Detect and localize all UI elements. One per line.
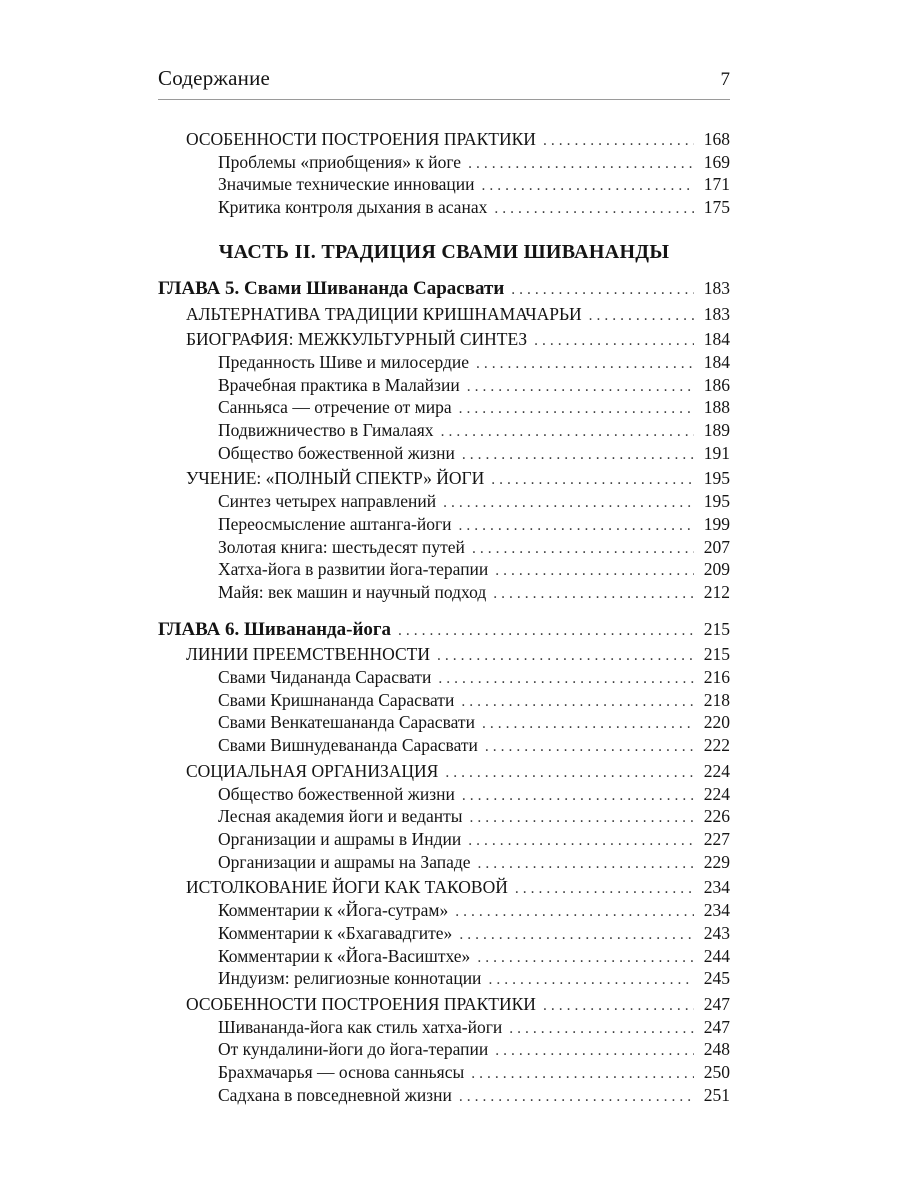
toc-entry-page: 224 (703, 760, 730, 781)
toc-entry (158, 468, 730, 491)
toc-entry-page: 220 (703, 712, 730, 733)
toc-entry-label: Комментарии к «Йога-Васиштхе» (218, 945, 471, 966)
toc-entry-label: Комментарии к «Бхагавадгите» (218, 922, 453, 943)
toc-dot-leader (485, 736, 694, 758)
toc-dot-leader (467, 376, 694, 398)
toc-entry-page: 215 (703, 618, 730, 639)
toc-entry (158, 806, 730, 829)
toc-entry-page: 189 (703, 420, 730, 441)
toc-dot-leader (491, 469, 694, 491)
toc-entry-label: Свами Вишнудевананда Сарасвати (218, 735, 478, 756)
toc-entry (158, 197, 730, 220)
toc-dot-leader (455, 901, 694, 923)
toc-entry (158, 375, 730, 398)
toc-entry-page: 224 (703, 783, 730, 804)
toc-entry-page: 229 (703, 851, 730, 872)
toc-entry-page: 245 (703, 968, 730, 989)
toc-entry-page: 212 (703, 581, 730, 602)
toc-entry-page: 168 (703, 129, 730, 149)
part-heading: ЧАСТЬ II. ТРАДИЦИЯ СВАМИ ШИВАНАНДЫ (218, 240, 670, 263)
toc-entry-label: ОСОБЕННОСТИ ПОСТРОЕНИЯ ПРАКТИКИ (186, 993, 536, 1014)
toc-entry (158, 152, 730, 175)
toc-entry (158, 644, 730, 667)
toc-entry (158, 1062, 730, 1085)
toc-entry-page: 188 (703, 397, 730, 418)
toc-dot-leader (515, 878, 694, 900)
toc-entry-page: 184 (703, 351, 730, 372)
toc-entry-page: 243 (703, 922, 730, 943)
toc-dot-leader (495, 560, 694, 582)
toc-dot-leader (459, 515, 694, 537)
toc-entry (158, 491, 730, 514)
toc-dot-leader (478, 853, 694, 875)
toc-entry-page: 244 (703, 945, 730, 966)
toc-dot-leader (495, 1040, 694, 1062)
toc-entry-label: ОСОБЕННОСТИ ПОСТРОЕНИЯ ПРАКТИКИ (186, 129, 536, 149)
toc-entry-page: 209 (703, 559, 730, 580)
running-head (158, 66, 730, 100)
toc-dot-leader (543, 995, 694, 1017)
toc-entry (158, 712, 730, 735)
toc-entry-page: 186 (703, 374, 730, 395)
toc-dot-leader (534, 330, 694, 352)
toc-entry (158, 514, 730, 537)
toc-entry-page: 222 (703, 735, 730, 756)
toc-entry (158, 852, 730, 875)
toc-entry-page: 226 (703, 806, 730, 827)
toc-entry (158, 352, 730, 375)
toc-entry (158, 900, 730, 923)
toc-entry-label: Организации и ашрамы на Западе (218, 851, 471, 872)
toc-dot-leader (468, 830, 694, 852)
toc-dot-leader (459, 924, 694, 946)
toc-entry-page: 218 (703, 689, 730, 710)
toc-entry-label: Свами Венкатешананда Сарасвати (218, 712, 475, 733)
toc-dot-leader (461, 691, 694, 713)
toc-dot-leader (476, 353, 694, 375)
toc-entry-label: Критика контроля дыхания в асанах (218, 197, 488, 218)
toc-entry-label: Брахмачарья — основа санньясы (218, 1062, 465, 1083)
toc-dot-leader (459, 1086, 694, 1108)
toc-entry-label: Свами Кришнананда Сарасвати (218, 689, 455, 710)
toc-entry-page: 199 (703, 513, 730, 534)
toc-entry (158, 559, 730, 582)
toc-dot-leader (437, 645, 694, 667)
toc-entry-label: Золотая книга: шестьдесят путей (218, 536, 465, 557)
toc-entry-label: Свами Чидананда Сарасвати (218, 667, 432, 688)
toc-entry (158, 329, 730, 352)
toc-entry-label: ИСТОЛКОВАНИЕ ЙОГИ КАК ТАКОВОЙ (186, 877, 508, 898)
toc-entry-label: Организации и ашрамы в Индии (218, 828, 462, 849)
toc-entry-page: 251 (703, 1084, 730, 1105)
toc-dot-leader (398, 620, 694, 642)
toc-entry-label: Садхана в повседневной жизни (218, 1084, 452, 1105)
toc-entry-page: 183 (703, 303, 730, 324)
toc-entry (158, 667, 730, 690)
toc-dot-leader (443, 492, 694, 514)
toc-dot-leader (482, 175, 694, 197)
toc-dot-leader (459, 398, 694, 420)
toc-entry (158, 735, 730, 758)
toc-dot-leader (462, 785, 694, 807)
toc-entry (158, 761, 730, 784)
toc-entry-label: От кундалини-йоги до йога-терапии (218, 1039, 489, 1060)
toc-dot-leader (493, 583, 694, 605)
toc-entry-label: Майя: век машин и научный подход (218, 581, 487, 602)
toc-entry-page: 171 (703, 174, 730, 195)
toc-dot-leader (511, 279, 694, 301)
toc-entry (158, 582, 730, 605)
toc-entry-label: Комментарии к «Йога-сутрам» (218, 900, 449, 921)
toc-entry-label: Хатха-йога в развитии йога-терапии (218, 559, 489, 580)
toc-entry-label: Общество божественной жизни (218, 442, 455, 463)
toc-dot-leader (468, 153, 694, 175)
toc-entry (158, 420, 730, 443)
toc-entry (158, 129, 730, 152)
toc-entry (158, 397, 730, 420)
toc-entry (158, 1039, 730, 1062)
toc-entry-label: Лесная академия йоги и веданты (218, 806, 463, 827)
toc-entry-label: Значимые технические инновации (218, 174, 475, 195)
toc-entry-page: 191 (703, 442, 730, 463)
toc-dot-leader (494, 198, 694, 220)
toc-dot-leader (471, 1063, 694, 1085)
toc-entry-label: УЧЕНИЕ: «ПОЛНЫЙ СПЕКТР» ЙОГИ (186, 468, 485, 489)
toc-entry-label: ГЛАВА 5. Свами Шивананда Сарасвати (158, 277, 505, 299)
toc-entry (158, 877, 730, 900)
toc-entry (158, 174, 730, 197)
toc-entry-label: Шивананда-йога как стиль хатха-йоги (218, 1016, 503, 1037)
toc-entry-page: 207 (703, 536, 730, 557)
toc-entry-label: Переосмысление аштанга-йоги (218, 513, 452, 534)
toc-entry-label: Проблемы «приобщения» к йоге (218, 151, 462, 172)
toc-dot-leader (589, 305, 694, 327)
toc-entry-label: АЛЬТЕРНАТИВА ТРАДИЦИИ КРИШНАМАЧАРЬИ (186, 303, 582, 324)
toc-entry-page: 234 (703, 900, 730, 921)
toc-entry-label: СОЦИАЛЬНАЯ ОРГАНИЗАЦИЯ (186, 760, 439, 781)
toc-entry-page: 184 (703, 329, 730, 350)
toc-entry (158, 690, 730, 713)
page-content (158, 66, 730, 1107)
toc-entry (158, 923, 730, 946)
toc-entry-page: 216 (703, 667, 730, 688)
toc-entry-label: Подвижничество в Гималаях (218, 420, 434, 441)
toc-dot-leader (543, 130, 694, 152)
toc-entry-page: 248 (703, 1039, 730, 1060)
toc-entry-page: 250 (703, 1062, 730, 1083)
toc-dot-leader (482, 713, 694, 735)
toc-dot-leader (445, 762, 694, 784)
toc-entry-label: Индуизм: религиозные коннотации (218, 968, 482, 989)
toc-entry (158, 443, 730, 466)
toc-entry-page: 234 (703, 877, 730, 898)
toc-entry (158, 968, 730, 991)
toc-entry-page: 195 (703, 468, 730, 489)
toc-entry (158, 946, 730, 969)
toc-entry (158, 1085, 730, 1108)
toc-entry-page: 169 (703, 151, 730, 172)
toc-entry (158, 537, 730, 560)
toc-entry-page: 215 (703, 644, 730, 665)
toc-entry-label: Санньяса — отречение от мира (218, 397, 452, 418)
toc-dot-leader (470, 807, 695, 829)
page-title: Содержание (158, 66, 271, 90)
toc-entry (158, 829, 730, 852)
toc-dot-leader (488, 969, 694, 991)
toc-entry (158, 1017, 730, 1040)
toc-entry-label: ГЛАВА 6. Шивананда-йога (158, 618, 392, 640)
toc-entry-label: БИОГРАФИЯ: МЕЖКУЛЬТУРНЫЙ СИНТЕЗ (186, 329, 528, 350)
toc-dot-leader (462, 444, 694, 466)
toc-entry-page: 227 (703, 828, 730, 849)
toc-entry (158, 619, 730, 642)
toc-entry-label: Общество божественной жизни (218, 783, 455, 804)
toc-entry-label: ЛИНИИ ПРЕЕМСТВЕННОСТИ (186, 644, 430, 665)
toc-entry-page: 247 (703, 993, 730, 1014)
toc-dot-leader (438, 668, 694, 690)
page-number: 7 (720, 69, 730, 90)
toc-entry-label: Врачебная практика в Малайзии (218, 374, 460, 395)
toc-entry (158, 784, 730, 807)
toc-entry-page: 175 (703, 197, 730, 218)
toc-dot-leader (472, 538, 694, 560)
toc-dot-leader (477, 947, 694, 969)
toc-dot-leader (509, 1018, 694, 1040)
toc-entry (158, 304, 730, 327)
toc-entry-label: Преданность Шиве и милосердие (218, 351, 470, 372)
toc-entry-page: 247 (703, 1016, 730, 1037)
toc-entry (158, 994, 730, 1017)
toc-entry-page: 195 (703, 491, 730, 512)
toc-entry (158, 278, 730, 301)
toc-dot-leader (441, 421, 694, 443)
toc-list (158, 129, 730, 1107)
toc-entry-page: 183 (703, 277, 730, 298)
toc-entry-label: Синтез четырех направлений (218, 491, 437, 512)
